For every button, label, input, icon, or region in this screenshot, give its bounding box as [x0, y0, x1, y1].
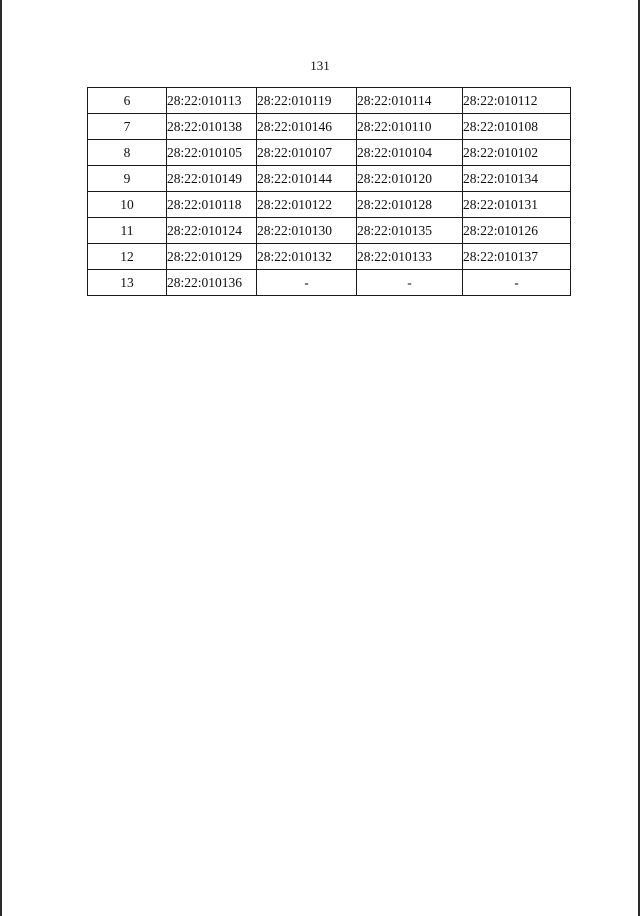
table-row: [88, 88, 571, 114]
cadastral-code-cell: 28:22:010134: [463, 166, 571, 192]
cadastral-code-cell: 28:22:010107: [257, 140, 357, 166]
row-number-cell: 6: [88, 88, 167, 114]
table-row: [88, 192, 571, 218]
cadastral-code-cell: 28:22:010129: [167, 244, 257, 270]
cadastral-code-cell: 28:22:010138: [167, 114, 257, 140]
cadastral-table: [87, 87, 571, 296]
cadastral-code-cell: 28:22:010110: [357, 114, 463, 140]
cadastral-code-cell: 28:22:010132: [257, 244, 357, 270]
empty-dash-cell: -: [257, 270, 357, 296]
cadastral-code-cell: 28:22:010119: [257, 88, 357, 114]
cadastral-code-cell: 28:22:010144: [257, 166, 357, 192]
empty-dash-cell: -: [463, 270, 571, 296]
cadastral-code-cell: 28:22:010122: [257, 192, 357, 218]
cadastral-code-cell: 28:22:010130: [257, 218, 357, 244]
cadastral-code-cell: 28:22:010135: [357, 218, 463, 244]
cadastral-code-cell: 28:22:010112: [463, 88, 571, 114]
page-number: 131: [310, 58, 330, 73]
row-number-cell: 13: [88, 270, 167, 296]
cadastral-code-cell: 28:22:010124: [167, 218, 257, 244]
row-number-cell: 11: [88, 218, 167, 244]
table-row: [88, 166, 571, 192]
cadastral-code-cell: 28:22:010114: [357, 88, 463, 114]
row-number-cell: 8: [88, 140, 167, 166]
cadastral-code-cell: 28:22:010105: [167, 140, 257, 166]
empty-dash-cell: -: [357, 270, 463, 296]
cadastral-code-cell: 28:22:010137: [463, 244, 571, 270]
row-number-cell: 12: [88, 244, 167, 270]
cadastral-code-cell: 28:22:010136: [167, 270, 257, 296]
cadastral-code-cell: 28:22:010128: [357, 192, 463, 218]
cadastral-code-cell: 28:22:010146: [257, 114, 357, 140]
cadastral-code-cell: 28:22:010126: [463, 218, 571, 244]
cadastral-code-cell: 28:22:010108: [463, 114, 571, 140]
table-row: [88, 140, 571, 166]
row-number-cell: 10: [88, 192, 167, 218]
cadastral-code-cell: 28:22:010118: [167, 192, 257, 218]
row-number-cell: 7: [88, 114, 167, 140]
table-row: [88, 218, 571, 244]
table-row: [88, 244, 571, 270]
cadastral-code-cell: 28:22:010104: [357, 140, 463, 166]
cadastral-code-cell: 28:22:010120: [357, 166, 463, 192]
cadastral-code-cell: 28:22:010113: [167, 88, 257, 114]
table-row: [88, 270, 571, 296]
row-number-cell: 9: [88, 166, 167, 192]
cadastral-code-cell: 28:22:010149: [167, 166, 257, 192]
table-body: [88, 88, 571, 296]
cadastral-code-cell: 28:22:010102: [463, 140, 571, 166]
cadastral-code-cell: 28:22:010131: [463, 192, 571, 218]
cadastral-code-cell: 28:22:010133: [357, 244, 463, 270]
table-row: [88, 114, 571, 140]
